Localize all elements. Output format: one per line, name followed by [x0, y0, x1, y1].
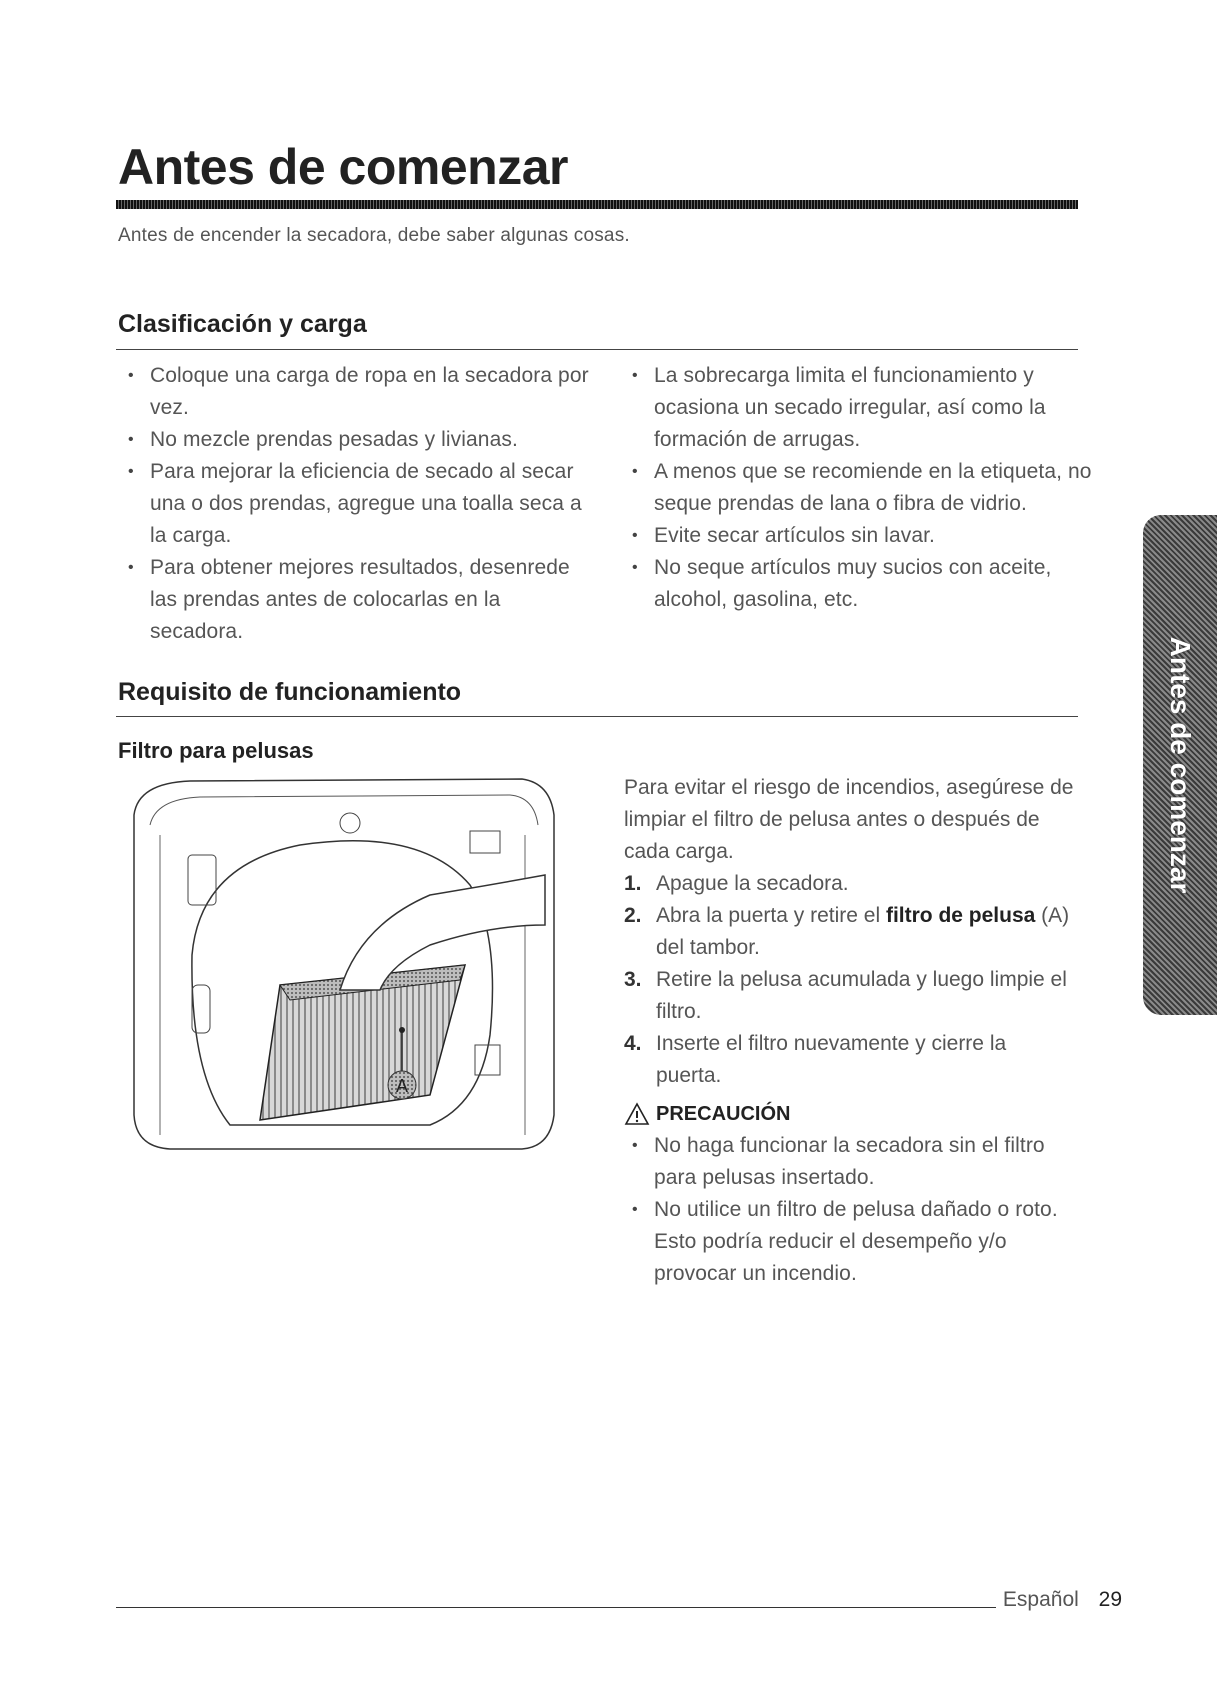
- caution-list: [624, 1130, 1074, 1290]
- section-title-requirement: Requisito de funcionamiento: [118, 678, 462, 706]
- page-title: Antes de comenzar: [118, 139, 568, 195]
- intro-text: Antes de encender la secadora, debe saber algunas cosas.: [118, 225, 630, 246]
- steps-list: [624, 868, 1074, 1092]
- footer-language: Español: [1002, 1588, 1079, 1611]
- dryer-drum-illustration: [130, 775, 560, 1155]
- caution-heading: [624, 1102, 1074, 1126]
- sorting-left-list: [120, 360, 590, 648]
- list-item: • No seque artículos muy sucios con aceite, alcohol, gasolina, etc.: [624, 552, 1094, 616]
- filter-callout-label: A: [395, 1076, 409, 1096]
- list-item: • No haga funcionar la secadora sin el filtro para pelusas insertado.: [624, 1130, 1074, 1194]
- section-rule: [116, 716, 1078, 717]
- section-title-sorting: Clasificación y carga: [118, 310, 367, 338]
- subsection-title-lint-filter: Filtro para pelusas: [118, 738, 314, 763]
- lint-filter-illustration: [130, 775, 560, 1155]
- page-number: 29: [1098, 1588, 1122, 1611]
- list-item: • No utilice un filtro de pelusa dañado o roto. Esto podría reducir el desempeño y/o provocar un incendio.: [624, 1194, 1074, 1290]
- footer-rule: [116, 1607, 996, 1608]
- page-footer: [1003, 1588, 1122, 1612]
- lint-filter-intro: Para evitar el riesgo de incendios, asegúrese de limpiar el filtro de pelusa antes o después de cada carga.: [624, 776, 1074, 863]
- side-tab-label: Antes de comenzar: [1165, 636, 1196, 894]
- list-item: • Evite secar artículos sin lavar.: [624, 520, 1094, 552]
- list-item: • A menos que se recomiende en la etiqueta, no seque prendas de lana o fibra de vidrio.: [624, 456, 1094, 520]
- list-item: • La sobrecarga limita el funcionamiento y ocasiona un secado irregular, así como la formación de arrugas.: [624, 360, 1094, 456]
- step-item: 4. Inserte el filtro nuevamente y cierre la puerta.: [624, 1032, 1007, 1087]
- step-item: 2. Abra la puerta y retire el filtro de pelusa (A) del tambor.: [624, 904, 1070, 959]
- chapter-side-tab: [1143, 515, 1217, 1015]
- step-item: 1. Apague la secadora.: [624, 872, 849, 895]
- list-item: • Coloque una carga de ropa en la secadora por vez.: [120, 360, 590, 424]
- list-item: • Para obtener mejores resultados, desenrede las prendas antes de colocarlas en la secadora.: [120, 552, 590, 648]
- step-item: 3. Retire la pelusa acumulada y luego limpie el filtro.: [624, 968, 1067, 1023]
- list-item: • Para mejorar la eficiencia de secado al secar una o dos prendas, agregue una toalla seca a la carga.: [120, 456, 590, 552]
- title-rule: [116, 200, 1078, 209]
- list-item: • No mezcle prendas pesadas y livianas.: [120, 424, 590, 456]
- section-rule: [116, 349, 1078, 350]
- lint-filter-instructions: [624, 772, 1074, 1290]
- warning-triangle-icon: [624, 1102, 650, 1126]
- sorting-right-list: [624, 360, 1094, 616]
- caution-title: PRECAUCIÓN: [656, 1102, 791, 1125]
